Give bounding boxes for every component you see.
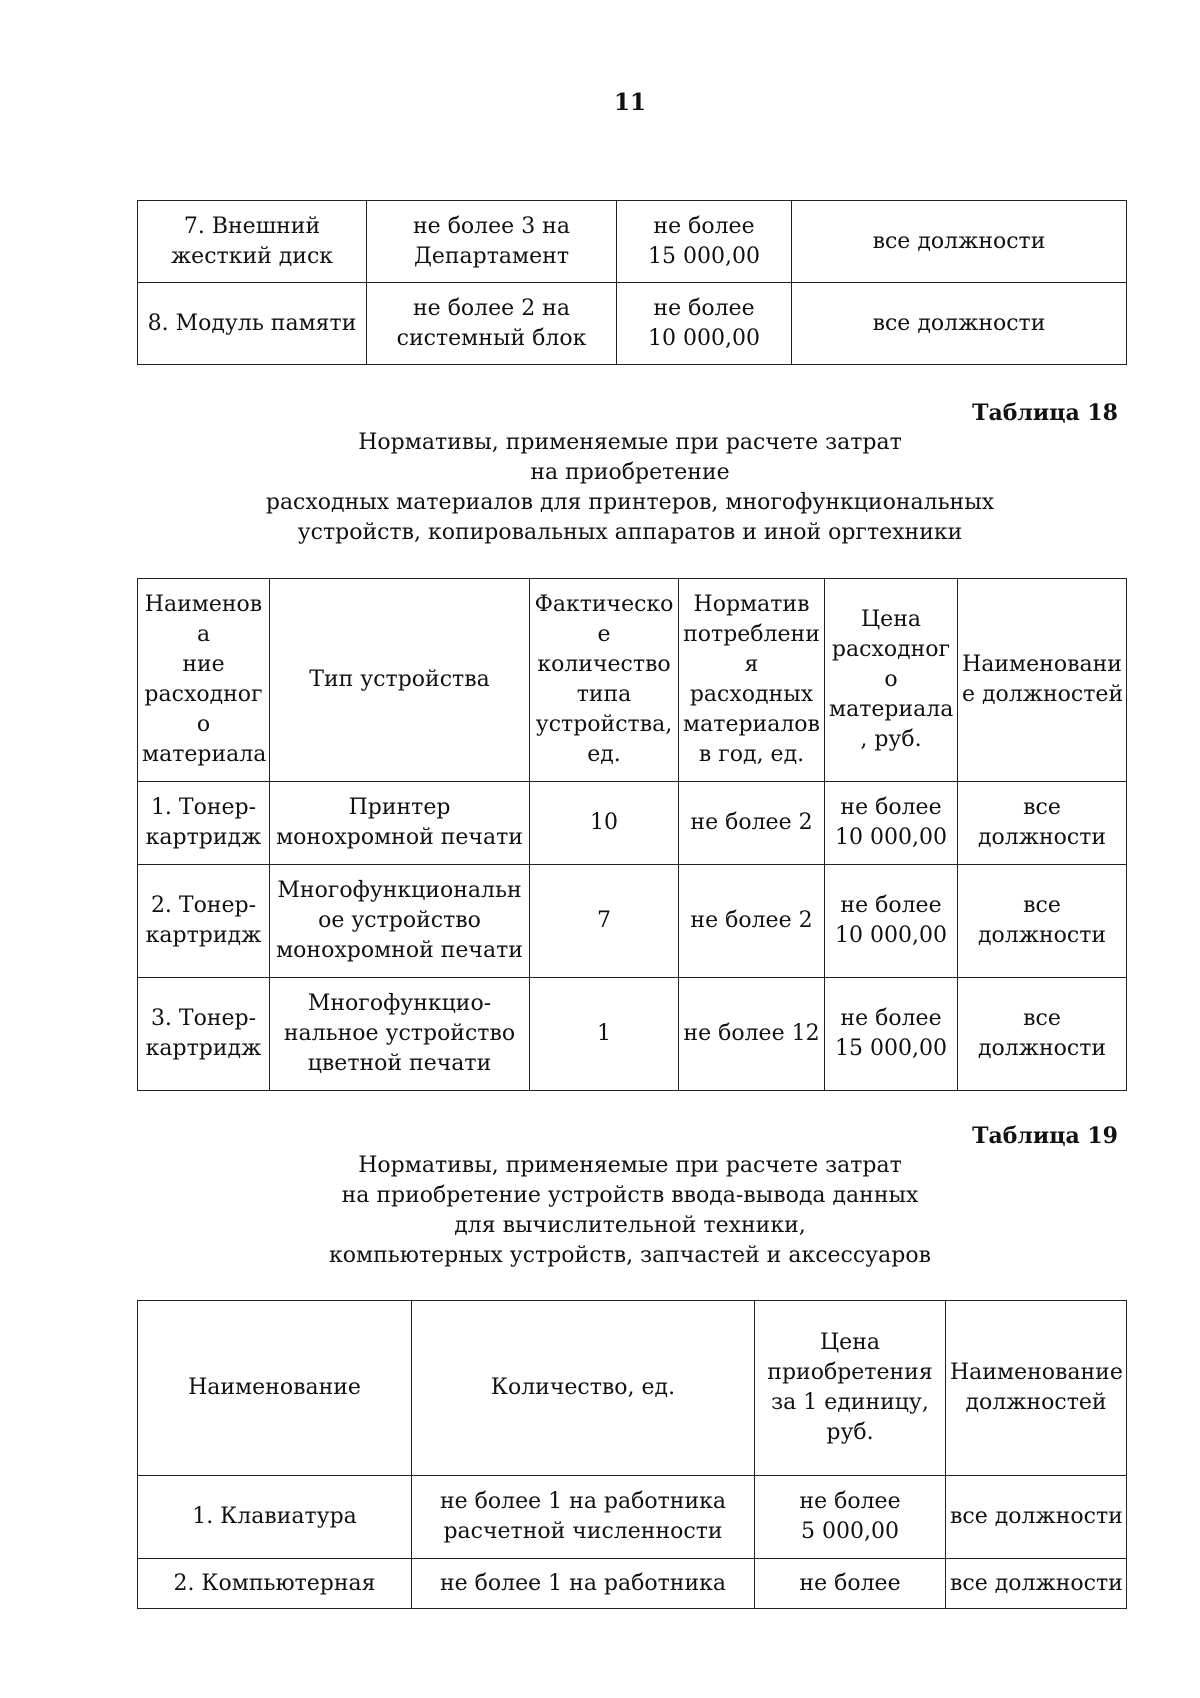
cell-line: приобретения [767, 1360, 933, 1385]
cell-positions [792, 283, 1127, 365]
cell-line: нальное устройство [283, 1021, 516, 1046]
cell-line: картридж [145, 825, 262, 850]
cell-line: а [196, 622, 211, 647]
table-cell [412, 1559, 755, 1609]
column-header [825, 579, 958, 782]
cell-line: 1 [597, 1021, 611, 1046]
cell-line: все должности [872, 228, 1046, 254]
table-cell [679, 782, 825, 865]
cell-name [138, 283, 367, 365]
column-header [138, 579, 270, 782]
cell-line: расходных [689, 682, 814, 707]
cell-line: не более [840, 1006, 942, 1031]
table-cell [679, 978, 825, 1091]
cell-line: не более [799, 1489, 901, 1514]
cell-line: Наименовани [962, 652, 1122, 677]
cell-line: Многофункцио- [307, 991, 492, 1016]
cell-line: все [1023, 795, 1061, 820]
cell-line: 5 000,00 [801, 1519, 899, 1544]
cell-line: Количество, ед. [490, 1375, 676, 1400]
cell-line: ед. [587, 742, 621, 767]
table-18-label: Таблица 18 [972, 400, 1118, 426]
header-row [138, 1301, 1127, 1476]
table-cell [946, 1476, 1127, 1559]
cell-line: Департамент [413, 243, 570, 269]
table-19 [137, 1300, 1127, 1609]
cell-line: о [196, 712, 211, 737]
cell-quantity [367, 201, 617, 283]
cell-line: о [884, 667, 898, 692]
cell-line: 2. Тонер- [150, 893, 257, 918]
cell-line: Цена [820, 1330, 880, 1355]
table-row [138, 201, 1127, 283]
cell-line: не более [840, 795, 942, 820]
cell-line: цветной печати [307, 1051, 492, 1076]
cell-line: Многофункциональн [277, 878, 522, 903]
cell-line: расчетной численности [443, 1519, 723, 1544]
cell-line: должности [977, 923, 1107, 948]
cell-line: все должности [950, 1504, 1123, 1529]
table-cell [138, 782, 270, 865]
cell-line: материала [829, 697, 954, 722]
cell-line: количество [537, 652, 671, 677]
cell-line: не более 1 на работника [440, 1570, 726, 1596]
column-header [755, 1301, 946, 1476]
cell-line: не более 12 [683, 1021, 820, 1046]
cell-line: 1. Клавиатура [192, 1504, 357, 1529]
column-header [946, 1301, 1127, 1476]
cell-line: е должностей [962, 682, 1124, 707]
table-19-label: Таблица 19 [972, 1123, 1118, 1149]
cell-line: Принтер [348, 795, 451, 820]
cell-line: не более 2 [690, 810, 813, 835]
table-19-title-line: на приобретение устройств ввода-вывода данных [341, 1183, 919, 1208]
cell-line: все должности [872, 310, 1046, 336]
cell-line: устройства, [535, 712, 673, 737]
table-row [138, 978, 1127, 1091]
cell-quantity [367, 283, 617, 365]
cell-line: все должности [950, 1570, 1123, 1596]
table-cell [958, 865, 1127, 978]
table-18-title [135, 428, 1125, 548]
table-18 [137, 578, 1127, 1091]
table-cell [958, 782, 1127, 865]
cell-line: руб. [826, 1420, 874, 1445]
table-cell [138, 1476, 412, 1559]
cell-line: 10 [590, 810, 618, 835]
cell-line: 7 [597, 908, 611, 933]
cell-line: монохромной печати [276, 825, 523, 850]
cell-line: материала [142, 742, 267, 767]
cell-line: должности [977, 825, 1107, 850]
cell-name [138, 201, 367, 283]
column-header [679, 579, 825, 782]
cell-line: 10 000,00 [835, 825, 947, 850]
cell-line: Норматив [693, 592, 810, 617]
cell-line: типа [576, 682, 632, 707]
cell-line: не более [653, 213, 755, 239]
cell-line: расходног [144, 682, 263, 707]
cell-line: не более 2 на [413, 295, 570, 321]
cell-line: , руб. [860, 727, 922, 752]
table-cell [138, 1559, 412, 1609]
page-number: 11 [613, 89, 646, 116]
column-header [958, 579, 1127, 782]
cell-line: 15 000,00 [835, 1036, 947, 1061]
table-cell [825, 978, 958, 1091]
column-header [412, 1301, 755, 1476]
table-cell [530, 782, 679, 865]
table-row [138, 1476, 1127, 1559]
table-cell [270, 978, 530, 1091]
table-cell [270, 782, 530, 865]
table-18-title-line: устройств, копировальных аппаратов и иной оргтехники [297, 520, 963, 545]
table-cell [138, 865, 270, 978]
table-cell [825, 782, 958, 865]
table-19-title [135, 1151, 1125, 1271]
table-cell [755, 1476, 946, 1559]
cell-line: в год, ед. [698, 742, 805, 767]
table-cell [679, 865, 825, 978]
cell-line: Фактическо [534, 592, 674, 617]
cell-line: все [1023, 1006, 1061, 1031]
cell-line: материалов [683, 712, 820, 737]
cell-line: 15 000,00 [648, 243, 760, 269]
cell-line: Наименование [188, 1375, 361, 1400]
table-cell [270, 865, 530, 978]
cell-line: ое устройство [318, 908, 481, 933]
cell-line: Цена [861, 607, 921, 632]
table-cell [138, 978, 270, 1091]
cell-line: Наименование [950, 1360, 1123, 1385]
cell-line: должности [977, 1036, 1107, 1061]
cell-line: должностей [965, 1390, 1107, 1415]
cell-line: не более 3 на [413, 213, 570, 239]
table-18-title-line: Нормативы, применяемые при расчете затрат [358, 430, 902, 455]
table-row [138, 1559, 1127, 1609]
table-18-title-line: на приобретение [530, 460, 730, 485]
table-cell [412, 1476, 755, 1559]
table-row [138, 283, 1127, 365]
table-cell [755, 1559, 946, 1609]
cell-line: расходног [831, 637, 951, 662]
cell-line: не более 1 на работника [440, 1489, 726, 1514]
column-header [138, 1301, 412, 1476]
header-row [138, 579, 1127, 782]
cell-line: жесткий диск [170, 243, 334, 269]
cell-line: системный блок [396, 325, 587, 351]
column-header [530, 579, 679, 782]
cell-price [617, 201, 792, 283]
table-cell [946, 1559, 1127, 1609]
cell-line: ние [182, 652, 225, 677]
column-header [270, 579, 530, 782]
cell-line: не более 2 [690, 908, 813, 933]
table-row [138, 865, 1127, 978]
table-cell [530, 865, 679, 978]
cell-positions [792, 201, 1127, 283]
cell-line: 2. Компьютерная [173, 1570, 376, 1596]
cell-line: Тип устройства [309, 667, 490, 692]
cell-line: 8. Модуль памяти [147, 310, 357, 336]
cell-line: не более [840, 893, 942, 918]
cell-line: за 1 единицу, [771, 1390, 929, 1415]
cell-line: все [1023, 893, 1061, 918]
table-cell [825, 865, 958, 978]
cell-line: не более [799, 1570, 901, 1596]
table-19-title-line: компьютерных устройств, запчастей и аксессуаров [329, 1243, 931, 1268]
cell-line: потреблени [683, 622, 820, 647]
table-19-title-line: для вычислительной техники, [454, 1213, 806, 1238]
cell-line: 10 000,00 [648, 325, 760, 351]
cell-line: 10 000,00 [835, 923, 947, 948]
cell-line: картридж [145, 1036, 262, 1061]
cell-line: картридж [145, 923, 262, 948]
cell-line: е [597, 622, 611, 647]
cell-line: 1. Тонер- [150, 795, 257, 820]
cell-line: не более [653, 295, 755, 321]
cell-line: 7. Внешний [183, 213, 321, 239]
table-18-title-line: расходных материалов для принтеров, многофункциональных [265, 490, 995, 515]
table-17-continued [137, 200, 1127, 365]
table-19-title-line: Нормативы, применяемые при расчете затрат [358, 1153, 902, 1178]
cell-line: 3. Тонер- [150, 1006, 257, 1031]
table-cell [958, 978, 1127, 1091]
cell-line: монохромной печати [276, 938, 523, 963]
table-row [138, 782, 1127, 865]
cell-price [617, 283, 792, 365]
table-cell [530, 978, 679, 1091]
cell-line: Наименов [144, 592, 263, 617]
cell-line: я [744, 652, 759, 677]
